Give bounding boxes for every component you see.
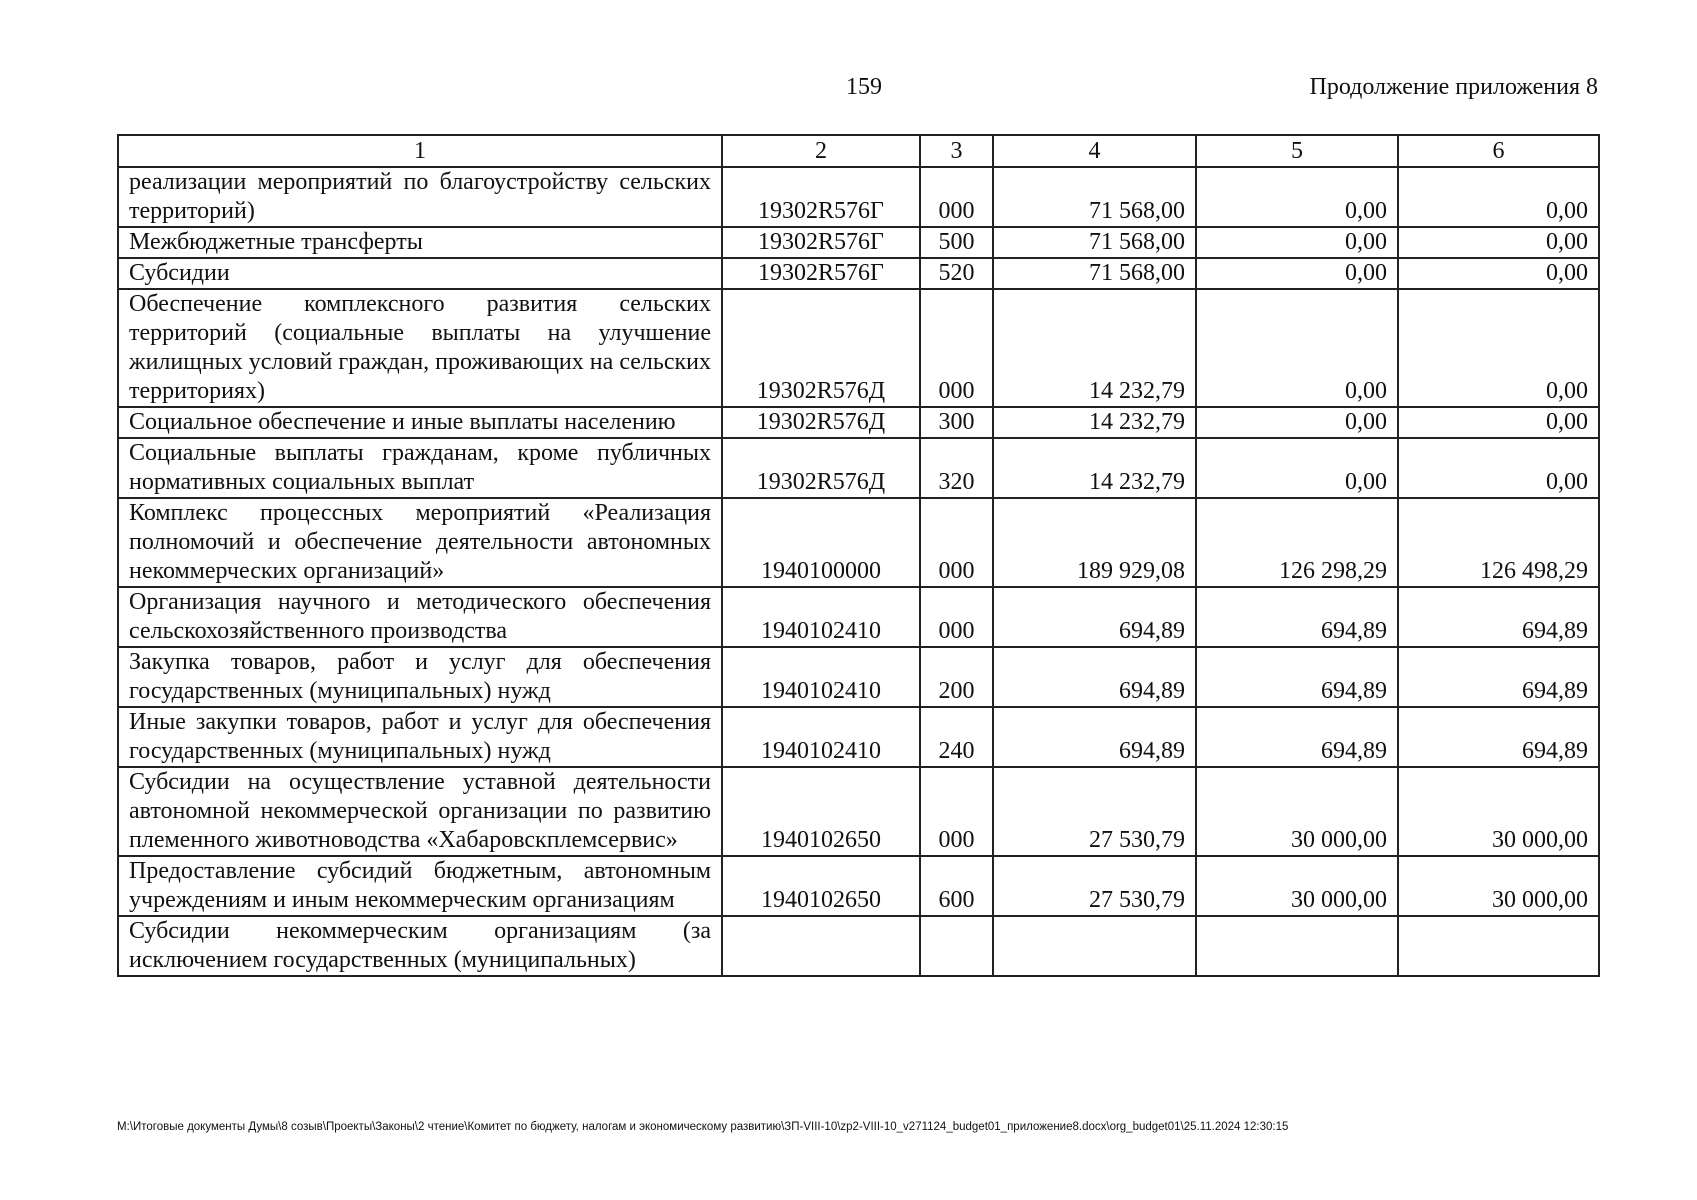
row-amount-col5: 0,00 [1196, 258, 1398, 289]
row-amount-col5: 694,89 [1196, 587, 1398, 647]
row-amount-col4: 71 568,00 [993, 258, 1196, 289]
table-row [118, 916, 1599, 976]
row-amount-col4: 14 232,79 [993, 438, 1196, 498]
row-amount-col4: 189 929,08 [993, 498, 1196, 587]
row-csr-code: 19302R576Г [722, 227, 920, 258]
table-row [118, 587, 1599, 647]
row-amount-col6: 0,00 [1398, 227, 1599, 258]
row-amount-col4: 27 530,79 [993, 856, 1196, 916]
row-csr-code: 1940102410 [722, 707, 920, 767]
row-csr-code: 1940102650 [722, 767, 920, 856]
row-amount-col6: 126 498,29 [1398, 498, 1599, 587]
row-vr-code: 000 [920, 767, 993, 856]
row-vr-code: 000 [920, 289, 993, 407]
row-vr-code: 600 [920, 856, 993, 916]
row-csr-code: 19302R576Д [722, 438, 920, 498]
row-amount-col5: 694,89 [1196, 707, 1398, 767]
row-vr-code: 320 [920, 438, 993, 498]
row-amount-col4: 14 232,79 [993, 289, 1196, 407]
column-header: 6 [1398, 135, 1599, 167]
row-csr-code: 1940102410 [722, 587, 920, 647]
row-amount-col6: 694,89 [1398, 587, 1599, 647]
table-row [118, 289, 1599, 407]
continuation-title: Продолжение приложения 8 [1309, 74, 1598, 100]
row-name: Социальное обеспечение и иные выплаты населению [118, 407, 722, 438]
row-amount-col4: 14 232,79 [993, 407, 1196, 438]
table-row [118, 707, 1599, 767]
table-header-row [118, 135, 1599, 167]
table-row [118, 856, 1599, 916]
row-amount-col4: 694,89 [993, 647, 1196, 707]
row-vr-code: 240 [920, 707, 993, 767]
row-vr-code [920, 916, 993, 976]
row-amount-col5: 0,00 [1196, 407, 1398, 438]
row-csr-code: 19302R576Д [722, 289, 920, 407]
row-amount-col6: 0,00 [1398, 167, 1599, 227]
row-name: Социальные выплаты гражданам, кроме публичных нормативных социальных выплат [118, 438, 722, 498]
row-name: Обеспечение комплексного развития сельских территорий (социальные выплаты на улучшение жилищных условий граждан, проживающих на сельских территориях) [118, 289, 722, 407]
table-row [118, 227, 1599, 258]
row-amount-col4: 694,89 [993, 587, 1196, 647]
table-row [118, 407, 1599, 438]
row-amount-col5: 0,00 [1196, 167, 1398, 227]
document-path-footer: M:\Итоговые документы Думы\8 созыв\Проекты\Законы\2 чтение\Комитет по бюджету, налогам и экономическому развитию\ЗП-VIII-10\zp2-VIII-10_v271124_budget01_приложение8.docx\org_budget01\25.11.2024 12:30:15 [117, 1121, 1289, 1133]
row-name: Субсидии на осуществление уставной деятельности автономной некоммерческой организации по развитию племенного животноводства «Хабаровскплемсервис» [118, 767, 722, 856]
column-header: 5 [1196, 135, 1398, 167]
column-header: 1 [118, 135, 722, 167]
column-header: 4 [993, 135, 1196, 167]
row-name: Комплекс процессных мероприятий «Реализация полномочий и обеспечение деятельности автономных некоммерческих организаций» [118, 498, 722, 587]
row-vr-code: 200 [920, 647, 993, 707]
row-name: Субсидии некоммерческим организациям (за исключением государственных (муниципальных) [118, 916, 722, 976]
row-amount-col5: 30 000,00 [1196, 767, 1398, 856]
column-header: 2 [722, 135, 920, 167]
budget-table [117, 134, 1600, 977]
row-csr-code: 19302R576Г [722, 258, 920, 289]
row-amount-col6: 30 000,00 [1398, 856, 1599, 916]
row-amount-col6: 694,89 [1398, 647, 1599, 707]
row-amount-col6: 694,89 [1398, 707, 1599, 767]
row-vr-code: 520 [920, 258, 993, 289]
row-amount-col4: 71 568,00 [993, 227, 1196, 258]
row-name: Иные закупки товаров, работ и услуг для обеспечения государственных (муниципальных) нужд [118, 707, 722, 767]
row-name: Предоставление субсидий бюджетным, автономным учреждениям и иным некоммерческим организациям [118, 856, 722, 916]
row-vr-code: 000 [920, 498, 993, 587]
table-row [118, 498, 1599, 587]
table-row [118, 767, 1599, 856]
row-amount-col6: 0,00 [1398, 407, 1599, 438]
table-row [118, 647, 1599, 707]
row-csr-code: 19302R576Г [722, 167, 920, 227]
row-name: Субсидии [118, 258, 722, 289]
row-amount-col6: 0,00 [1398, 258, 1599, 289]
row-csr-code: 1940100000 [722, 498, 920, 587]
row-vr-code: 000 [920, 587, 993, 647]
row-amount-col5: 30 000,00 [1196, 856, 1398, 916]
page-number: 159 [846, 74, 882, 100]
row-csr-code: 19302R576Д [722, 407, 920, 438]
table-row [118, 258, 1599, 289]
row-amount-col4: 27 530,79 [993, 767, 1196, 856]
row-amount-col5: 126 298,29 [1196, 498, 1398, 587]
row-amount-col4: 71 568,00 [993, 167, 1196, 227]
row-csr-code: 1940102410 [722, 647, 920, 707]
row-name: реализации мероприятий по благоустройству сельских территорий) [118, 167, 722, 227]
table-row [118, 167, 1599, 227]
row-amount-col6: 0,00 [1398, 289, 1599, 407]
row-vr-code: 000 [920, 167, 993, 227]
row-name: Закупка товаров, работ и услуг для обеспечения государственных (муниципальных) нужд [118, 647, 722, 707]
row-amount-col5: 0,00 [1196, 227, 1398, 258]
row-name: Межбюджетные трансферты [118, 227, 722, 258]
row-amount-col5: 694,89 [1196, 647, 1398, 707]
row-csr-code: 1940102650 [722, 856, 920, 916]
row-amount-col5: 0,00 [1196, 438, 1398, 498]
row-amount-col5: 0,00 [1196, 289, 1398, 407]
row-amount-col6: 30 000,00 [1398, 767, 1599, 856]
row-csr-code [722, 916, 920, 976]
row-amount-col4 [993, 916, 1196, 976]
row-amount-col5 [1196, 916, 1398, 976]
row-amount-col6: 0,00 [1398, 438, 1599, 498]
table-row [118, 438, 1599, 498]
column-header: 3 [920, 135, 993, 167]
row-vr-code: 500 [920, 227, 993, 258]
row-amount-col4: 694,89 [993, 707, 1196, 767]
row-name: Организация научного и методического обеспечения сельскохозяйственного производства [118, 587, 722, 647]
row-amount-col6 [1398, 916, 1599, 976]
row-vr-code: 300 [920, 407, 993, 438]
